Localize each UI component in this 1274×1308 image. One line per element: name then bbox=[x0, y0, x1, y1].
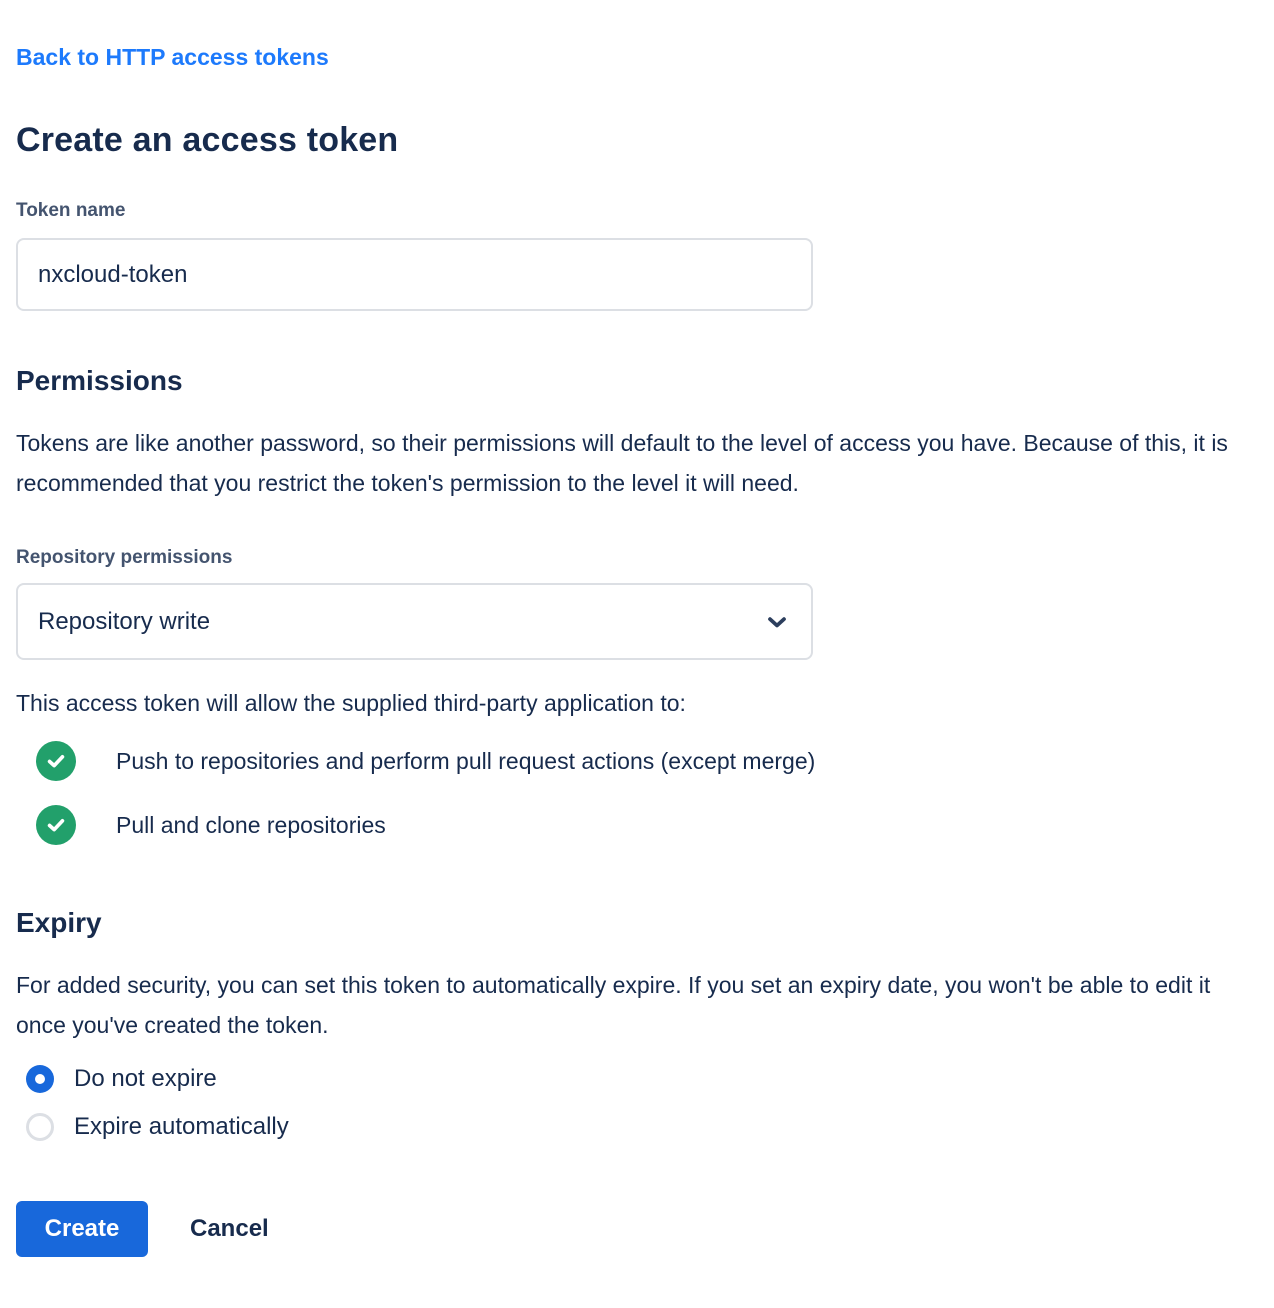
radio-option-expire-automatically[interactable] bbox=[26, 1113, 1258, 1141]
back-to-http-access-tokens-link[interactable]: Back to HTTP access tokens bbox=[16, 44, 329, 70]
radio-label[interactable]: Expire automatically bbox=[74, 1113, 289, 1140]
token-name-label: Token name bbox=[16, 200, 126, 221]
repository-permissions-select[interactable] bbox=[16, 583, 813, 660]
expiry-description: For added security, you can set this token to automatically expire. If you set an expiry date, you won't be able to edit it once you've created the token. bbox=[16, 972, 1211, 1038]
radio-selected-icon[interactable] bbox=[26, 1065, 54, 1093]
chevron-down-icon bbox=[763, 608, 791, 636]
radio-unselected-icon[interactable] bbox=[26, 1113, 54, 1141]
create-button[interactable]: Create bbox=[16, 1201, 148, 1257]
expiry-heading: Expiry bbox=[16, 907, 102, 938]
repository-permissions-label: Repository permissions bbox=[16, 547, 233, 568]
page-title: Create an access token bbox=[16, 121, 399, 159]
capability-row bbox=[36, 741, 1258, 781]
token-name-input[interactable] bbox=[16, 238, 813, 311]
permissions-heading: Permissions bbox=[16, 365, 183, 396]
check-icon bbox=[36, 805, 76, 845]
capability-text: Pull and clone repositories bbox=[116, 811, 386, 838]
allow-intro-text: This access token will allow the supplied third-party application to: bbox=[16, 690, 686, 716]
repository-permissions-selected-value: Repository write bbox=[38, 607, 211, 635]
radio-label[interactable]: Do not expire bbox=[74, 1065, 217, 1092]
capability-text: Push to repositories and perform pull request actions (except merge) bbox=[116, 747, 816, 774]
permissions-description: Tokens are like another password, so their permissions will default to the level of access you have. Because of this, it is recommended that you restrict the token's permission to the level it will need. bbox=[16, 430, 1228, 496]
radio-option-do-not-expire[interactable] bbox=[26, 1065, 1258, 1093]
cancel-button[interactable]: Cancel bbox=[190, 1215, 269, 1242]
form-actions bbox=[16, 1201, 1258, 1257]
check-icon bbox=[36, 741, 76, 781]
capability-row bbox=[36, 805, 1258, 845]
